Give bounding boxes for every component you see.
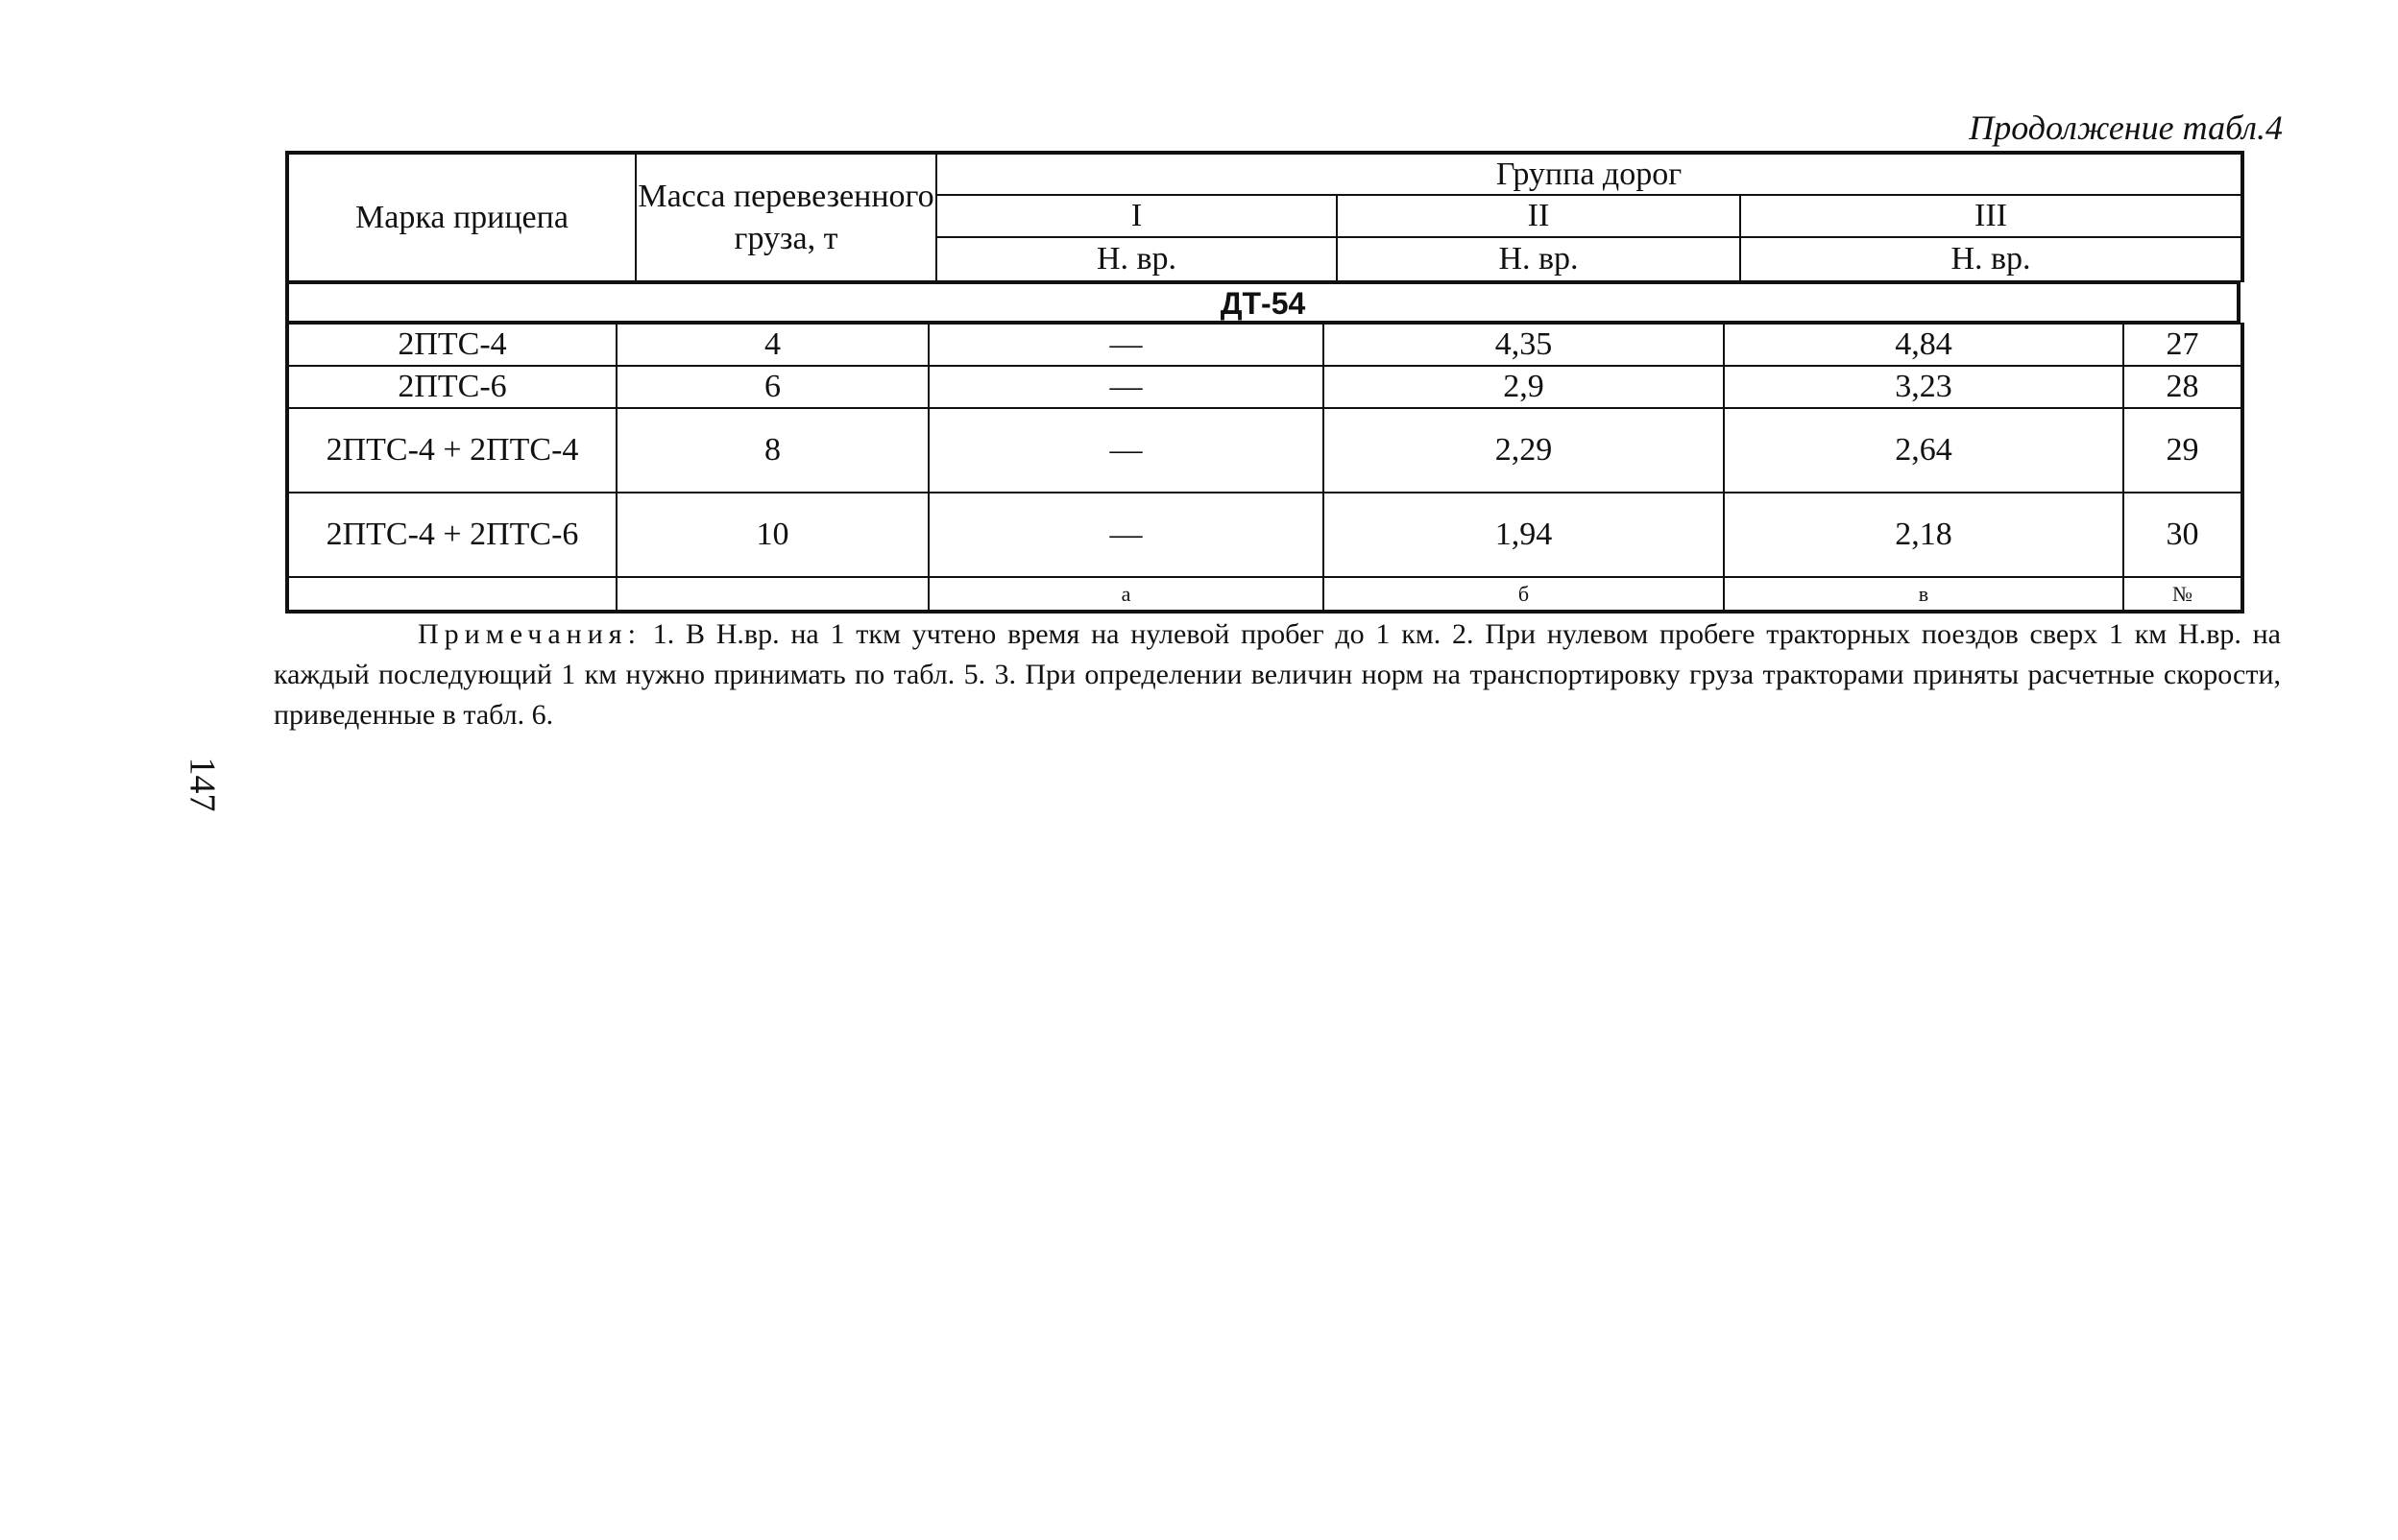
cell-brand: 2ПТС-4 + 2ПТС-6 (287, 493, 617, 577)
table-row (287, 493, 2242, 577)
page-number: 147 (182, 757, 223, 812)
cell-group-1: — (929, 324, 1323, 366)
footer-cell (617, 577, 929, 612)
header-group-1: I (936, 195, 1337, 237)
cell-mass: 8 (617, 408, 929, 493)
table-continuation-label: Продолжение табл.4 (1969, 108, 2283, 147)
cell-group-1: — (929, 493, 1323, 577)
cell-group-1: — (929, 366, 1323, 408)
cell-group-2: 2,9 (1323, 366, 1724, 408)
header-mass: Масса перевезенного груза, т (636, 153, 936, 281)
table-body (285, 323, 2244, 614)
table-row (287, 324, 2242, 366)
cell-group-3: 3,23 (1724, 366, 2123, 408)
header-norm-1: Н. вр. (936, 237, 1337, 281)
cell-mass: 6 (617, 366, 929, 408)
notes (274, 614, 2281, 735)
table-row (287, 366, 2242, 408)
cell-brand: 2ПТС-4 (287, 324, 617, 366)
table-row (287, 408, 2242, 493)
cell-group-2: 2,29 (1323, 408, 1724, 493)
header-brand: Марка прицепа (287, 153, 636, 281)
cell-group-2: 1,94 (1323, 493, 1724, 577)
cell-group-2: 4,35 (1323, 324, 1724, 366)
section-title: ДТ-54 (285, 280, 2241, 323)
footer-cell (287, 577, 617, 612)
cell-number: 29 (2123, 408, 2242, 493)
footer-cell-b: б (1323, 577, 1724, 612)
cell-group-3: 2,64 (1724, 408, 2123, 493)
cell-group-1: — (929, 408, 1323, 493)
cell-number: 30 (2123, 493, 2242, 577)
footer-cell-number: № (2123, 577, 2242, 612)
notes-text: 1. В Н.вр. на 1 ткм учтено время на нулевой пробег до 1 км. 2. При нулевом пробеге тракторных поездов сверх 1 км Н.вр. на каждый последующий 1 км нужно принимать по табл. 5. 3. При определении величин норм на транспортировку груза тракторами приняты расчетные скорости, приведенные в табл. 6. (274, 618, 2281, 731)
cell-brand: 2ПТС-6 (287, 366, 617, 408)
header-road-group: Группа дорог (936, 153, 2242, 195)
cell-number: 27 (2123, 324, 2242, 366)
table-footer-row (287, 577, 2242, 612)
header-norm-2: Н. вр. (1337, 237, 1740, 281)
header-norm-3: Н. вр. (1740, 237, 2242, 281)
cell-group-3: 2,18 (1724, 493, 2123, 577)
cell-mass: 4 (617, 324, 929, 366)
table-header (285, 151, 2244, 282)
cell-mass: 10 (617, 493, 929, 577)
footer-cell-a: а (929, 577, 1323, 612)
header-group-3: III (1740, 195, 2242, 237)
notes-label: Примечания: (418, 618, 642, 650)
header-group-2: II (1337, 195, 1740, 237)
footer-cell-v: в (1724, 577, 2123, 612)
cell-number: 28 (2123, 366, 2242, 408)
cell-group-3: 4,84 (1724, 324, 2123, 366)
cell-brand: 2ПТС-4 + 2ПТС-4 (287, 408, 617, 493)
